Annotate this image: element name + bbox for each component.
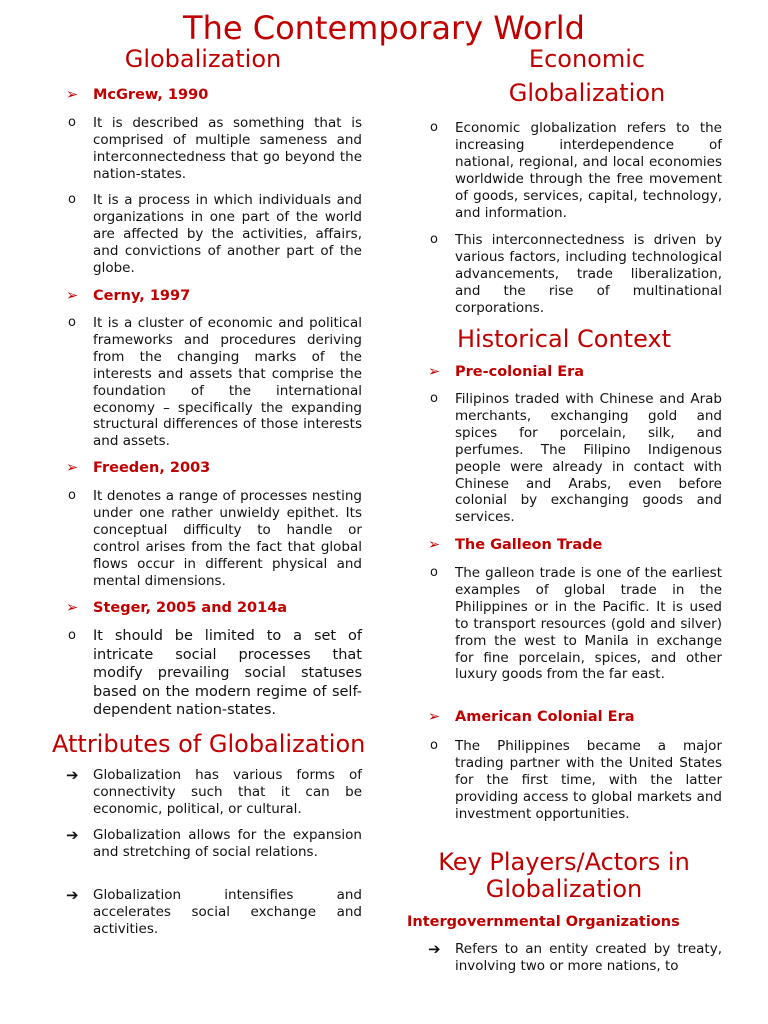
chevron-bullet-icon: ➢ (428, 709, 441, 725)
definition-point: o It is a process in which individuals and organizations in one part of the world are affected by the activities, affairs, and convictions of another part of the globe. (68, 192, 362, 276)
author-heading: ➢ Steger, 2005 and 2014a (66, 600, 288, 616)
subsection-title-igo: Intergovernmental Organizations (407, 914, 680, 930)
circle-bullet-icon: o (68, 488, 76, 503)
section-title-key-players-line1: Key Players/Actors in (438, 848, 690, 876)
section-title-economic-line1: Economic (528, 45, 646, 73)
section-title-attributes: Attributes of Globalization (52, 730, 366, 758)
author-heading: ➢ McGrew, 1990 (66, 87, 209, 103)
circle-bullet-icon: o (430, 232, 438, 247)
circle-bullet-icon: o (430, 391, 438, 406)
circle-bullet-icon: o (430, 565, 438, 580)
circle-bullet-icon: o (68, 192, 76, 207)
circle-bullet-icon: o (68, 315, 76, 330)
igo-point: ➔ Refers to an entity created by treaty, involving two or more nations, to (428, 940, 722, 974)
arrow-bullet-icon: ➔ (428, 940, 441, 958)
section-title-globalization: Globalization (124, 45, 282, 73)
definition-point: o It denotes a range of processes nesting under one rather unwieldy epithet. Its conceptual difficulty to handle or control arises from the fact that global flows occur in different physical and mental dimensions. (68, 488, 362, 589)
circle-bullet-icon: o (68, 628, 76, 643)
definition-point: o It is described as something that is comprised of multiple sameness and interconnectedness that go beyond the nation-states. (68, 115, 362, 182)
chevron-bullet-icon: ➢ (66, 460, 79, 476)
section-title-historical: Historical Context (456, 325, 672, 353)
era-point: o The Philippines became a major trading partner with the United States for the first time, with the latter providing access to global markets and investment opportunities. (430, 738, 722, 822)
circle-bullet-icon: o (68, 115, 76, 130)
section-title-key-players-line2: Globalization (485, 875, 643, 903)
chevron-bullet-icon: ➢ (428, 364, 441, 380)
circle-bullet-icon: o (430, 738, 438, 753)
author-heading: ➢ Freeden, 2003 (66, 460, 211, 476)
era-heading: ➢ American Colonial Era (428, 709, 635, 725)
era-heading: ➢ The Galleon Trade (428, 537, 603, 553)
circle-bullet-icon: o (430, 120, 438, 135)
era-point: o The galleon trade is one of the earliest examples of global trade in the Philippines or in the Pacific. It is used to transport resources (gold and silver) from the west to Manila in exchange for fine porcelain, spices, and other luxury goods from the far east. (430, 565, 722, 683)
definition-point: o It should be limited to a set of intricate social processes that modify prevailing social statuses based on the modern regime of self-dependent nation-states. (68, 628, 362, 719)
arrow-bullet-icon: ➔ (66, 886, 79, 904)
document-title: The Contemporary World (183, 9, 585, 47)
chevron-bullet-icon: ➢ (66, 87, 79, 103)
arrow-bullet-icon: ➔ (66, 766, 79, 784)
economic-point: o This interconnectedness is driven by various factors, including technological advancements, trade liberalization, and the rise of multinational corporations. (430, 232, 722, 316)
section-title-economic-line2: Globalization (508, 79, 666, 107)
attribute-point: ➔ Globalization has various forms of connectivity such that it can be economic, political, or cultural. (66, 766, 362, 817)
era-point: o Filipinos traded with Chinese and Arab merchants, exchanging gold and spices for porcelain, silk, and perfumes. The Filipino Indigenous people were already in contact with Chinese and Arabs, even before colonial by exchanging goods and services. (430, 391, 722, 526)
definition-point: o It is a cluster of economic and political frameworks and procedures deriving from the changing marks of the interests and assets that comprise the foundation of the international economy – specifically the expanding structural differences of those interests and assets. (68, 315, 362, 450)
chevron-bullet-icon: ➢ (428, 537, 441, 553)
chevron-bullet-icon: ➢ (66, 288, 79, 304)
era-heading: ➢ Pre-colonial Era (428, 364, 585, 380)
attribute-point: ➔ Globalization intensifies and accelerates social exchange and activities. (66, 886, 362, 937)
economic-point: o Economic globalization refers to the increasing interdependence of national, regional, and local economies worldwide through the free movement of goods, services, capital, technology, and information. (430, 120, 722, 221)
attribute-point: ➔ Globalization allows for the expansion and stretching of social relations. (66, 826, 362, 860)
chevron-bullet-icon: ➢ (66, 600, 79, 616)
author-heading: ➢ Cerny, 1997 (66, 288, 191, 304)
arrow-bullet-icon: ➔ (66, 826, 79, 844)
